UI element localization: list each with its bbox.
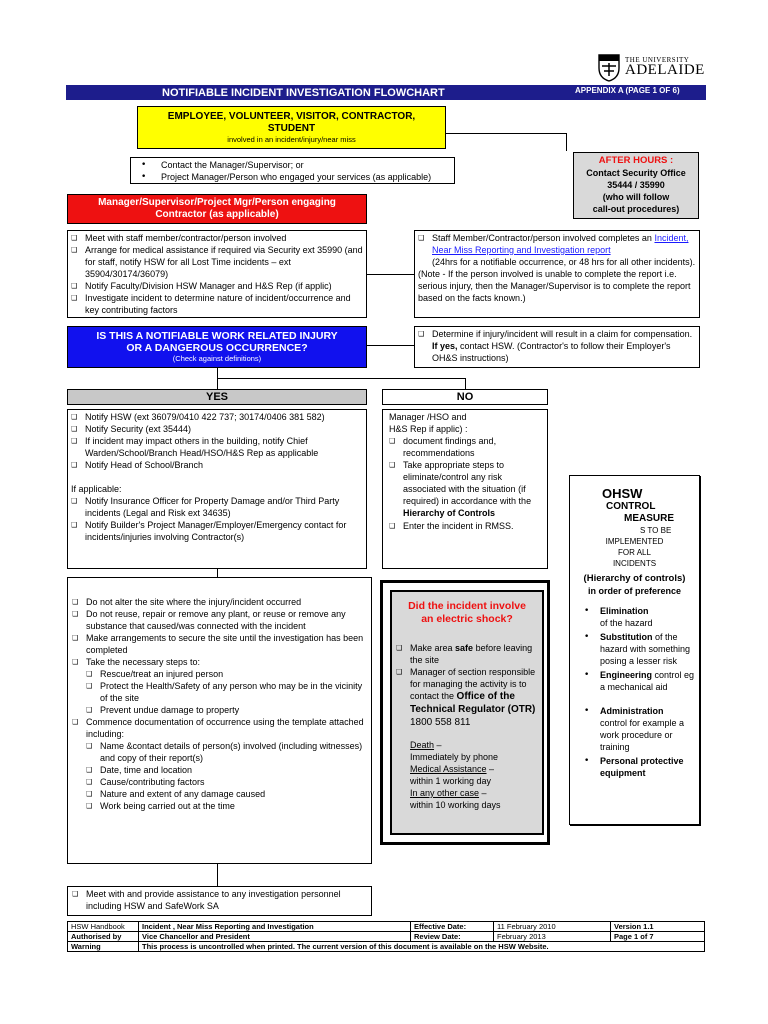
connector [367,345,414,346]
manager-box [67,194,367,224]
connector [465,378,466,389]
list-item: ❑ Notify Builder's Project Manager/Employer/Emergency contact for incidents/injuries involving Contractor(s) [71,519,363,543]
death-text: Immediately by phone [410,752,499,762]
list-item: ❑ Meet with and provide assistance to any investigation personnel including HSW and SafeWork SA [72,888,367,912]
appendix-label: APPENDIX A (PAGE 1 OF 6) [575,86,680,95]
connector [566,133,567,151]
list-item: ❑ Notify HSW (ext 36079/0410 422 737; 30174/0406 381 582) [71,411,363,423]
no-label: NO [456,391,474,403]
electric-question: Did the incident involve an electric shock? [408,600,526,625]
footer-cell: Effective Date: [411,922,494,932]
electric-box: Did the incident involve an electric shock? ❑ Make area safe before leaving the site ❑ Manager of section responsible for managing the activity is to contact the Office of the Technical Regulator (OTR) 1800 558 811 Death – Immediately by phone Medical Assistance – within 1 working day In any other case – within 10 working days [390,590,544,835]
after-hours-box [573,152,699,219]
manager-line2: Contractor (as applicable) [155,209,279,220]
after-hours-line4: call-out procedures) [592,204,680,214]
staff-report-text: ❑ Staff Member/Contractor/person involved completes an Incident, Near Miss Reporting and Investigation report [418,232,696,256]
footer-table [67,921,705,952]
claim-box [414,326,700,368]
no-actions-box [382,409,548,569]
yes-actions-box [67,409,367,569]
list-item: ❑ Meet with staff member/contractor/person involved [71,232,363,244]
medical-text: within 1 working day [410,776,492,786]
after-hours-title: AFTER HOURS : [598,155,674,166]
no-label-box [382,389,548,405]
list-item: ❑ Notify Security (ext 35444) [71,423,363,435]
ohsw-line5: FOR ALL [618,548,651,557]
list-item: • Contact the Manager/Supervisor; or [131,159,454,171]
employee-line2: STUDENT [267,123,316,134]
no-intro1: Manager /HSO and [389,412,467,422]
list-item: ❑ Do not reuse, repair or remove any plant, or reuse or remove any substance that caused/was connected with the incident [72,608,367,632]
footer-cell: Review Date: [411,932,494,942]
ohsw-line1: CONTROL [606,501,656,512]
employee-line1: EMPLOYEE, VOLUNTEER, VISITOR, CONTRACTOR, [167,111,416,122]
connector [217,378,465,379]
crest-icon [598,54,620,82]
site-actions-list [72,596,367,812]
ohsw-line3: S TO BE [640,526,672,535]
footer-cell: 11 February 2010 [494,922,611,932]
other-text: within 10 working days [410,800,501,810]
page-title: NOTIFIABLE INCIDENT INVESTIGATION FLOWCHART [162,87,445,99]
list-item: ❑ Make area safe before leaving the site [396,642,538,666]
footer-cell: HSW Handbook [68,922,139,932]
list-item: ❑ Take the necessary steps to: [72,656,367,668]
list-item: ❑ Do not alter the site where the injury/incident occurred [72,596,367,608]
list-item: • Administration control for example a work procedure or training [574,705,695,753]
list-item: ❑ Nature and extent of any damage caused [72,788,367,800]
claim-text: ❑ Determine if injury/incident will result in a claim for compensation. If yes, contact HSW. (Contractor's to follow their Employer's OH&S instructions) [418,328,696,364]
list-item: ❑ Make arrangements to secure the site until the investigation has been completed [72,632,367,656]
footer-cell: This process is uncontrolled when printed. The current version of this document is available on the HSW Website. [139,942,705,952]
notifiable-box [67,326,367,368]
list-item: ❑ document findings and, recommendations [389,435,541,459]
manager-line1: Manager/Supervisor/Project Mgr/Person engaging [98,197,336,208]
footer-cell: Warning [68,942,139,952]
list-item: • Elimination of the hazard [574,605,695,629]
list-item: ❑ Notify Faculty/Division HSW Manager and H&S Rep (if applic) [71,280,363,292]
yes-label: YES [205,391,228,403]
footer-cell: Authorised by [68,932,139,942]
list-item: ❑ Date, time and location [72,764,367,776]
list-item: ❑ Enter the incident in RMSS. [389,520,541,532]
list-item: • Engineering control eg a mechanical aid [574,669,695,693]
after-hours-line1: Contact Security Office [586,168,686,178]
ohsw-line2: MEASURE [624,513,675,524]
list-item: ❑ Notify Insurance Officer for Property Damage and/or Third Party incidents (Legal and Risk ext 34635) [71,495,363,519]
site-actions-box [67,577,372,864]
list-item: ❑ Investigate incident to determine nature of incident/occurrence and key contributing factors [71,292,363,316]
report-link[interactable]: Incident, Near Miss Reporting and Investigation report [432,233,689,255]
connector [217,569,218,577]
ohsw-box [569,475,700,825]
footer-cell: Version 1.1 [611,922,705,932]
list-item: ❑ Work being carried out at the time [72,800,367,812]
contact-list [131,159,454,183]
other-label: In any other case [410,788,480,798]
connector [217,864,218,886]
after-hours-line3: (who will follow [602,192,670,202]
ohsw-list [574,605,695,779]
list-item: • Personal protective equipment [574,755,695,779]
list-item: ❑ Rescue/treat an injured person [72,668,367,680]
list-item: ❑ Cause/contributing factors [72,776,367,788]
list-item: ❑ Name &contact details of person(s) involved (including witnesses) and copy of their report(s) [72,740,367,764]
notifiable-sub: (Check against definitions) [172,354,262,363]
notifiable-line2: OR A DANGEROUS OCCURRENCE? [126,342,308,354]
connector [446,133,566,134]
list-item: ❑ Protect the Health/Safety of any person who may be in the vicinity of the site [72,680,367,704]
notifiable-line1: IS THIS A NOTIFIABLE WORK RELATED INJURY [96,330,338,342]
list-item: ❑ Prevent undue damage to property [72,704,367,716]
list-item: • Project Manager/Person who engaged your services (as applicable) [131,171,454,183]
ohsw-hierarchy-sub: in order of preference [587,586,682,596]
death-label: Death [410,740,435,750]
ohsw-line6: INCIDENTS [612,559,657,568]
footer-cell: February 2013 [494,932,611,942]
university-logo [598,52,708,84]
staff-report-post: (24hrs for a notifiable occurrence, or 48 hrs for all other incidents). [432,257,696,267]
logo-line1: THE UNIVERSITY [625,56,690,64]
list-item: ❑ Arrange for medical assistance if required via Security ext 35990 (and for staff, notify HSW for all Lost Time incidents – ext 35904/30174/36079) [71,244,363,280]
ohsw-line4: IMPLEMENTED [605,537,664,546]
staff-report-note: (Note - If the person involved is unable to complete the report i.e. serious injury, then the Manager/Supervisor is to complete the report based on the facts known.) [418,269,691,303]
if-applicable-label: If applicable: [71,484,122,494]
employee-box [137,106,446,149]
connector [367,274,414,275]
contact-box [130,157,455,184]
list-item: ❑ Notify Head of School/Branch [71,459,363,471]
footer-cell: Page 1 of 7 [611,932,705,942]
list-item: ❑ Manager of section responsible for managing the activity is to contact the Office of the Technical Regulator (OTR) 1800 558 811 [396,666,538,729]
list-item: ❑ If incident may impact others in the building, notify Chief Warden/School/Branch Head/HSO/H&S Rep as applicable [71,435,363,459]
employee-sub: involved in an incident/injury/near miss [227,135,356,144]
staff-report-box [414,230,700,318]
no-intro2: H&S Rep if applic) : [389,424,468,434]
manager-actions-list [71,232,363,316]
medical-label: Medical Assistance [410,764,487,774]
list-item: • Substitution of the hazard with something posing a lesser risk [574,631,695,667]
ohsw-title: OHSW [602,486,643,501]
list-item: ❑ Take appropriate steps to eliminate/control any risk associated with the situation (if required) in accordance with the Hierarchy of Controls [389,459,541,519]
after-hours-line2: 35444 / 35990 [607,180,665,190]
yes-label-box [67,389,367,405]
ohsw-hierarchy-title: (Hierarchy of controls) [583,573,686,584]
logo-line2: ADELAIDE [625,62,705,78]
manager-actions-box [67,230,367,318]
assist-box [67,886,372,916]
footer-cell: Vice Chancellor and President [139,932,411,942]
footer-cell: Incident , Near Miss Reporting and Investigation [139,922,411,932]
list-item: ❑ Commence documentation of occurrence using the template attached including: [72,716,367,740]
